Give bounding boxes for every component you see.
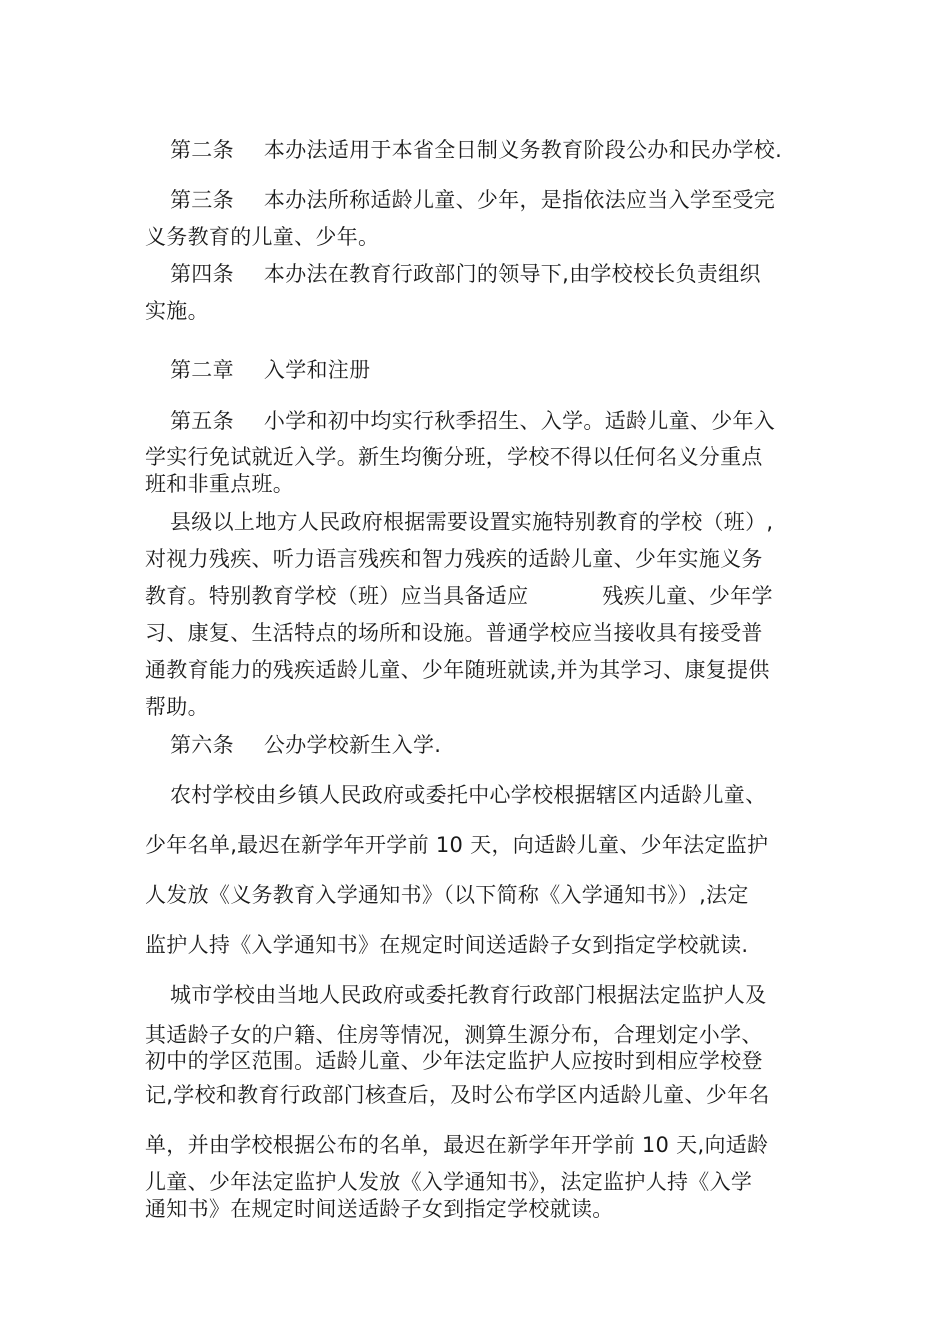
article-2 [170,136,782,164]
special-edu-line-2: 对视力残疾、听力语言残疾和智力残疾的适龄儿童、少年实施义务 [145,547,763,571]
rural-line-4: 监护人持《入学通知书》在规定时间送适龄子女到指定学校就读. [145,933,749,957]
article-5-line-3: 班和非重点班。 [145,472,295,496]
article-3-continued: 义务教育的儿童、少年。 [145,225,380,249]
article-6 [170,731,441,759]
article-4-continued: 实施。 [145,299,209,323]
article-4 [170,260,761,288]
rural-line-1: 农村学校由乡镇人民政府或委托中心学校根据辖区内适龄儿童、 [170,783,767,807]
article-2-label: 第二条 [170,138,234,162]
article-5-text: 小学和初中均实行秋季招生、入学。适龄儿童、少年入 [263,409,776,433]
article-5 [170,407,775,435]
article-2-text: 本办法适用于本省全日制义务教育阶段公办和民办学校. [263,138,783,162]
urban-line-1: 城市学校由当地人民政府或委托教育行政部门根据法定监护人及 [170,983,767,1007]
article-3-text: 本办法所称适龄儿童、少年，是指依法应当入学至受完 [263,188,776,212]
urban-line-7: 通知书》在规定时间送适龄子女到指定学校就读。 [145,1197,614,1221]
special-edu-line-1: 县级以上地方人民政府根据需要设置实施特别教育的学校（班）, [170,510,774,534]
special-edu-line-3 [145,582,773,610]
rural-line-2: 少年名单,最迟在新学年开学前 10 天，向适龄儿童、少年法定监护 [145,833,769,857]
special-edu-line-3a: 教育。特别教育学校（班）应当具备适应 [145,584,529,608]
rural-line-3: 人发放《义务教育入学通知书》（以下简称《入学通知书》）,法定 [145,883,749,907]
article-3 [170,186,775,214]
urban-line-6: 儿童、少年法定监护人发放《入学通知书》，法定监护人持《入学 [145,1170,753,1194]
urban-line-2: 其适龄子女的户籍、住房等情况，测算生源分布，合理划定小学、 [145,1023,763,1047]
chapter-2-heading [170,356,370,384]
chapter-2-title: 入学和注册 [263,358,371,382]
article-3-label: 第三条 [170,188,234,212]
article-6-label: 第六条 [170,733,234,757]
article-4-label: 第四条 [170,262,234,286]
article-5-line-2: 学实行免试就近入学。新生均衡分班，学校不得以任何名义分重点 [145,445,763,469]
urban-line-4: 记,学校和教育行政部门核查后，及时公布学区内适龄儿童、少年名 [145,1083,770,1107]
article-5-label: 第五条 [170,409,234,433]
article-4-text: 本办法在教育行政部门的领导下,由学校校长负责组织 [263,262,761,286]
chapter-2-label: 第二章 [170,358,234,382]
special-edu-line-4: 习、康复、生活特点的场所和设施。普通学校应当接收具有接受普 [145,621,763,645]
special-edu-line-5: 通教育能力的残疾适龄儿童、少年随班就读,并为其学习、康复提供 [145,658,770,682]
urban-line-3: 初中的学区范围。适龄儿童、少年法定监护人应按时到相应学校登 [145,1049,763,1073]
urban-line-5: 单，并由学校根据公布的名单，最迟在新学年开学前 10 天,向适龄 [145,1133,769,1157]
special-edu-line-6: 帮助。 [145,695,209,719]
special-edu-line-3b: 残疾儿童、少年学 [602,584,773,608]
article-6-text: 公办学校新生入学. [263,733,442,757]
